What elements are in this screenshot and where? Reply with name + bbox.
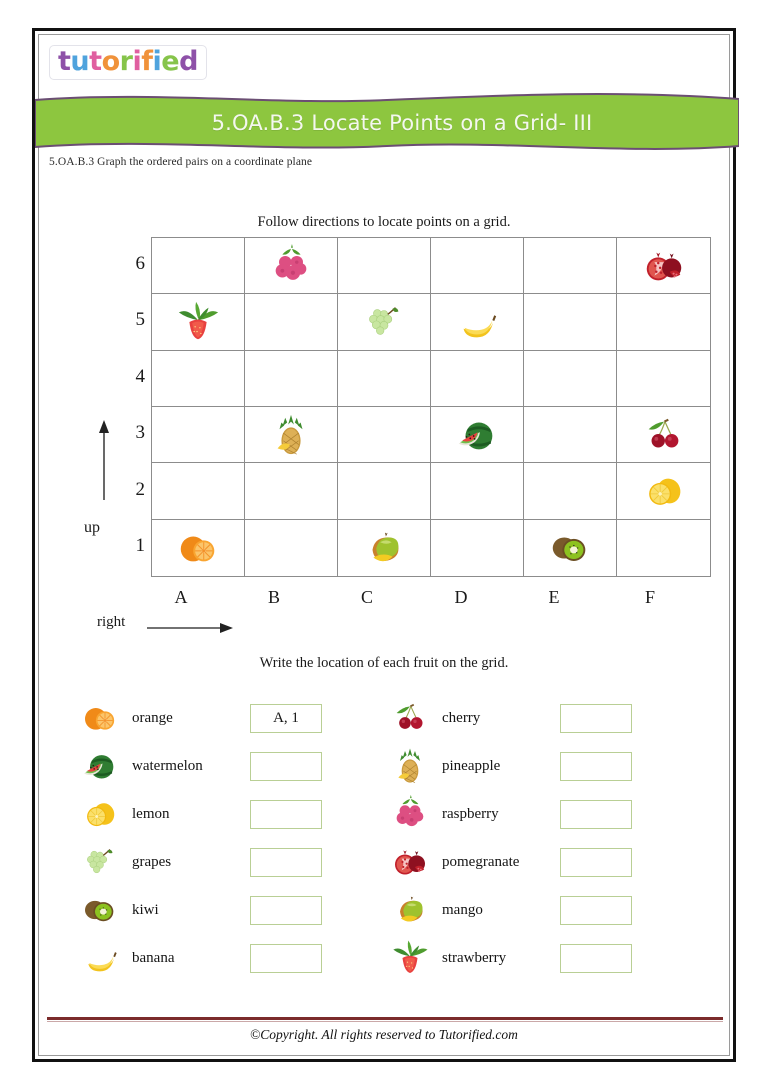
fruit-label-cherry: cherry — [442, 709, 481, 726]
pineapple-icon — [384, 744, 436, 788]
answer-column-right — [384, 694, 694, 982]
strawberry-icon — [384, 936, 436, 980]
logo-letter-9: d — [179, 46, 198, 77]
grid-cell-B4[interactable] — [245, 351, 338, 407]
grid-cell-A3[interactable] — [152, 407, 245, 463]
grid-cell-F3[interactable] — [617, 407, 710, 463]
strawberry-icon — [175, 299, 221, 345]
tutorified-logo — [49, 45, 207, 80]
coordinate-grid — [151, 237, 711, 577]
watermelon-icon — [74, 744, 126, 788]
y-axis-label-4: 4 — [135, 366, 145, 387]
grid-cell-B5[interactable] — [245, 294, 338, 350]
answer-input-strawberry[interactable] — [560, 944, 632, 973]
page-title: 5.OA.B.3 Locate Points on a Grid- III — [211, 111, 593, 135]
copyright-text: ©Copyright. All rights reserved to Tutorified.com — [250, 1027, 518, 1042]
logo-letter-8: e — [161, 46, 180, 77]
answer-column-left — [74, 694, 384, 982]
grid-cell-A1[interactable] — [152, 520, 245, 576]
answer-row-banana — [74, 934, 384, 982]
grapes-icon — [74, 840, 126, 884]
grid-cell-F4[interactable] — [617, 351, 710, 407]
x-axis-label-B: B — [267, 587, 280, 607]
x-axis-label-E: E — [548, 587, 560, 607]
up-arrow-icon — [96, 420, 112, 500]
grid-cell-C4[interactable] — [338, 351, 431, 407]
answer-input-kiwi[interactable] — [250, 896, 322, 925]
fruit-label-watermelon: watermelon — [132, 757, 203, 774]
cherry-icon — [384, 696, 436, 740]
x-axis-label-D: D — [454, 587, 468, 607]
grid-cell-B2[interactable] — [245, 463, 338, 519]
fruit-label-raspberry: raspberry — [442, 805, 499, 822]
answer-row-kiwi — [74, 886, 384, 934]
pomegranate-icon — [641, 243, 687, 289]
grid-cell-D5[interactable] — [431, 294, 524, 350]
logo-letter-4: r — [119, 46, 133, 77]
logo-letter-0: t — [58, 46, 71, 77]
grid-cell-A4[interactable] — [152, 351, 245, 407]
logo-letter-6: f — [141, 46, 153, 77]
grid-cell-E1[interactable] — [524, 520, 617, 576]
raspberry-icon — [268, 243, 314, 289]
answer-input-grapes[interactable] — [250, 848, 322, 877]
answer-input-watermelon[interactable] — [250, 752, 322, 781]
answer-row-lemon — [74, 790, 384, 838]
grid-cell-D4[interactable] — [431, 351, 524, 407]
fruit-label-banana: banana — [132, 949, 175, 966]
answer-input-orange[interactable]: A, 1 — [250, 704, 322, 733]
answer-section — [35, 694, 733, 982]
grid-cell-F2[interactable] — [617, 463, 710, 519]
x-axis-label-A: A — [174, 587, 188, 607]
y-axis-label-1: 1 — [135, 535, 145, 556]
grid-cell-C3[interactable] — [338, 407, 431, 463]
answer-row-grapes — [74, 838, 384, 886]
fruit-label-kiwi: kiwi — [132, 901, 159, 918]
fruit-label-grapes: grapes — [132, 853, 172, 870]
grid-cell-C5[interactable] — [338, 294, 431, 350]
logo-letter-3: o — [101, 46, 120, 77]
grid-cell-A6[interactable] — [152, 238, 245, 294]
standard-subtitle: 5.OA.B.3 Graph the ordered pairs on a coordinate plane — [49, 156, 313, 168]
answer-row-watermelon — [74, 742, 384, 790]
grid-cell-A5[interactable] — [152, 294, 245, 350]
banana-icon — [74, 936, 126, 980]
logo-letter-5: i — [132, 46, 142, 77]
grid-cell-F6[interactable] — [617, 238, 710, 294]
kiwi-icon — [74, 888, 126, 932]
grid-cell-B1[interactable] — [245, 520, 338, 576]
answer-input-raspberry[interactable] — [560, 800, 632, 829]
logo-letter-1: u — [70, 46, 90, 77]
y-axis-label-5: 5 — [135, 309, 145, 330]
grid-cell-C1[interactable] — [338, 520, 431, 576]
kiwi-icon — [547, 525, 593, 571]
fruit-label-lemon: lemon — [132, 805, 170, 822]
grid-cell-E5[interactable] — [524, 294, 617, 350]
x-axis-label-F: F — [644, 587, 655, 607]
mango-icon — [384, 888, 436, 932]
mango-icon — [361, 525, 407, 571]
y-axis-label-3: 3 — [135, 422, 145, 443]
logo-letter-7: i — [152, 46, 162, 77]
grid-cell-D1[interactable] — [431, 520, 524, 576]
grid-cell-D6[interactable] — [431, 238, 524, 294]
right-axis-label: right — [97, 614, 126, 630]
grid-cell-E2[interactable] — [524, 463, 617, 519]
answer-input-pineapple[interactable] — [560, 752, 632, 781]
grid-cell-D3[interactable] — [431, 407, 524, 463]
up-axis-label: up — [84, 519, 100, 536]
fruit-label-strawberry: strawberry — [442, 949, 507, 966]
answer-row-pineapple — [384, 742, 694, 790]
y-axis-label-2: 2 — [135, 479, 145, 500]
pineapple-icon — [268, 412, 314, 458]
lemon-icon — [74, 792, 126, 836]
grid-cell-B3[interactable] — [245, 407, 338, 463]
answer-row-orange — [74, 694, 384, 742]
pomegranate-icon — [384, 840, 436, 884]
answer-input-cherry[interactable] — [560, 704, 632, 733]
grid-cell-E6[interactable] — [524, 238, 617, 294]
grid-cell-B6[interactable] — [245, 238, 338, 294]
title-banner — [35, 93, 733, 153]
grid-cell-C6[interactable] — [338, 238, 431, 294]
grid-cell-F1[interactable] — [617, 520, 710, 576]
footer-rule-thin — [47, 1021, 723, 1022]
answer-input-pomegranate[interactable] — [560, 848, 632, 877]
lemon-icon — [641, 468, 687, 514]
answer-input-mango[interactable] — [560, 896, 632, 925]
x-axis-label-C: C — [360, 587, 373, 607]
fruit-label-pomegranate: pomegranate — [442, 853, 520, 870]
grid-cell-C2[interactable] — [338, 463, 431, 519]
answer-row-strawberry — [384, 934, 694, 982]
banana-icon — [454, 299, 500, 345]
y-axis-label-6: 6 — [135, 253, 145, 274]
grid-cell-F5[interactable] — [617, 294, 710, 350]
fruit-label-orange: orange — [132, 709, 173, 726]
logo-letter-2: t — [89, 46, 102, 77]
grapes-icon — [361, 299, 407, 345]
answer-row-raspberry — [384, 790, 694, 838]
cherry-icon — [641, 412, 687, 458]
answer-input-banana[interactable] — [250, 944, 322, 973]
orange-icon — [175, 525, 221, 571]
grid-cell-D2[interactable] — [431, 463, 524, 519]
fruit-label-mango: mango — [442, 901, 483, 918]
answer-row-pomegranate — [384, 838, 694, 886]
grid-cell-E4[interactable] — [524, 351, 617, 407]
answers-instruction: Write the location of each fruit on the grid. — [259, 655, 509, 671]
fruit-label-pineapple: pineapple — [442, 757, 501, 774]
watermelon-icon — [454, 412, 500, 458]
grid-cell-E3[interactable] — [524, 407, 617, 463]
answer-input-lemon[interactable] — [250, 800, 322, 829]
right-arrow-icon — [147, 621, 233, 635]
raspberry-icon — [384, 792, 436, 836]
grid-instruction: Follow directions to locate points on a grid. — [257, 214, 511, 230]
answer-row-mango — [384, 886, 694, 934]
grid-cell-A2[interactable] — [152, 463, 245, 519]
orange-icon — [74, 696, 126, 740]
footer-rule-thick — [47, 1017, 723, 1020]
answer-row-cherry — [384, 694, 694, 742]
worksheet-page — [32, 28, 736, 1062]
